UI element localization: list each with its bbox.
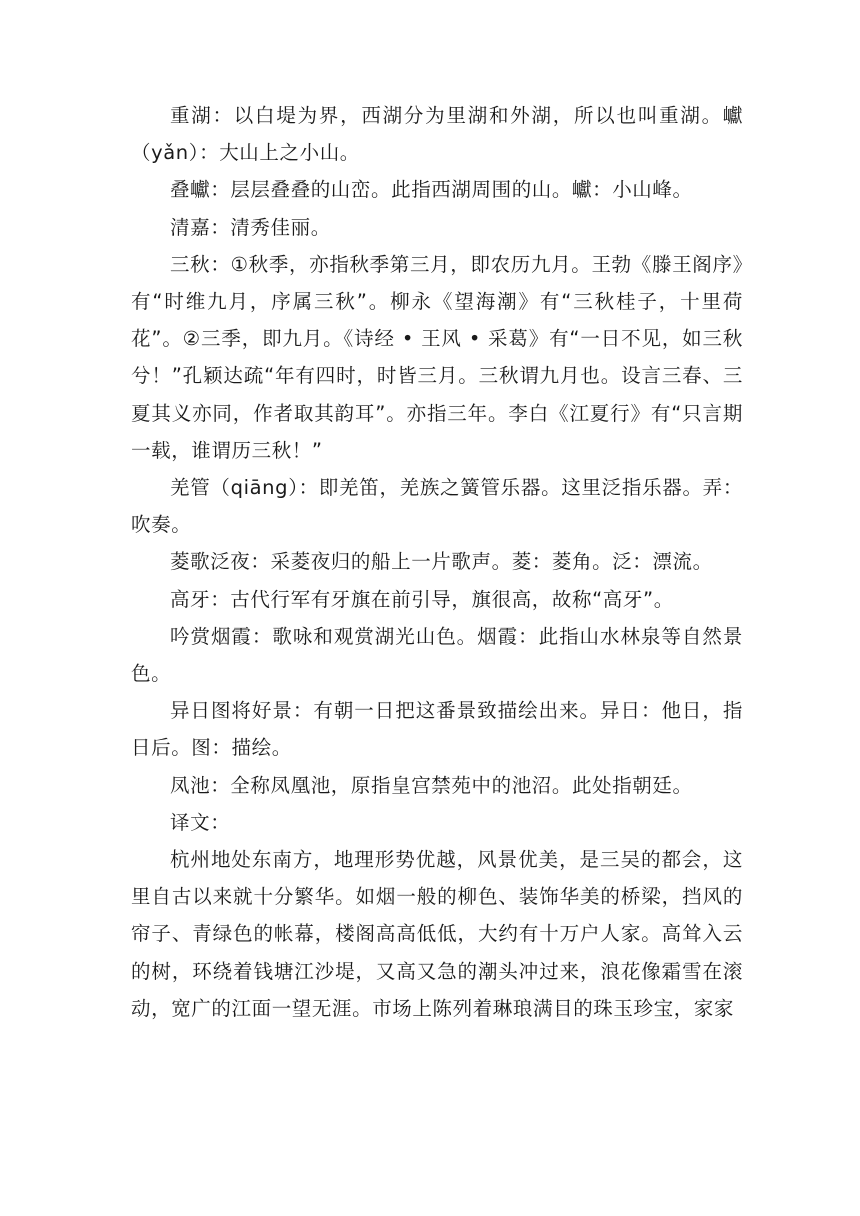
annotation-fengchi: 凤池：全称凤凰池，原指皇宫禁苑中的池沼。此处指朝廷。: [170, 773, 693, 797]
annotation-sanqiu: 三秋：①秋季，亦指秋季第三月，即农历九月。王勃《滕王阁序》有“时维九月，序属三秋”。柳永《望海潮》有“三秋桂子，十里荷花”。②三季，即九月。《诗经 • 王风 • 采葛》有“一日不见，如三秋兮！”孔颖达疏“年有四时，时皆三月。三秋谓九月也。设言三春、三夏其义亦同，作者取其韵耳”。亦指三年。李白《江夏行》有“只言期一载，谁谓历三秋！”: [131, 252, 743, 462]
annotation-qingjia: 清嘉：清秀佳丽。: [170, 215, 331, 239]
annotation-zhonghu: 重湖：以白堤为界，西湖分为里湖和外湖，所以也叫重湖。巘（yǎn）：大山上之小山。: [131, 104, 743, 165]
annotation-lingge: 菱歌泛夜：采菱夜归的船上一片歌声。菱：菱角。泛：漂流。: [170, 550, 713, 574]
annotation-yiri: 异日图将好景：有朝一日把这番景致描绘出来。异日：他日，指日后。图：描绘。: [131, 699, 743, 760]
document-body: [131, 97, 743, 1027]
annotation-dieyan: 叠巘：层层叠叠的山峦。此指西湖周围的山。巘：小山峰。: [170, 178, 693, 202]
annotation-yinshang: 吟赏烟霞：歌咏和观赏湖光山色。烟霞：此指山水林泉等自然景色。: [131, 624, 743, 686]
translation-text: 杭州地处东南方，地理形势优越，风景优美，是三吴的都会，这里自古以来就十分繁华。如烟一般的柳色、装饰华美的桥梁，挡风的帘子、青绿色的帐幕，楼阁高高低低，大约有十万户人家。高耸入云的树，环绕着钱塘江沙堤，又高又急的潮头冲过来，浪花像霜雪在滚动，宽广的江面一望无涯。市场上陈列着琳琅满目的珠玉珍宝，家家: [131, 848, 743, 1020]
annotation-qiangguan: 羌管（qiāng）：即羌笛，羌族之簧管乐器。这里泛指乐器。弄：吹奏。: [131, 476, 743, 537]
translation-heading: 译文：: [170, 810, 231, 834]
annotation-gaoya: 高牙：古代行军有牙旗在前引导，旗很高，故称“高牙”。: [170, 587, 674, 611]
